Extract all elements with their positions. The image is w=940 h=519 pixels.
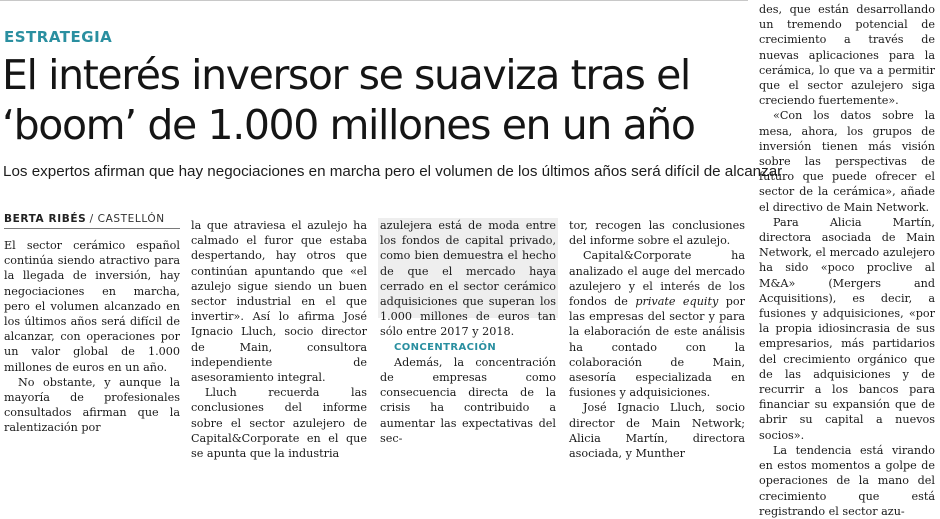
byline-location: / CASTELLÓN: [89, 213, 165, 225]
paragraph: [569, 248, 745, 400]
paragraph: Para Alicia Martín, directora asociada de Main Network, el mercado azulejero ha sido «poco proclive al M&A» (Mergers and Acquisitions), es decir, a fusiones y adquisiciones, «por la propia idiosincrasia de sus empresarios, más partidarios del crecimiento orgánico que de las adquisiciones y de recurrir a los bancos para financiar su expansión que de abrir su capital a nuevos socios».: [759, 215, 935, 442]
paragraph: La tendencia está virando en estos momentos a golpe de operaciones de la mano del crecimiento que está registrando el sector azu-: [759, 443, 935, 518]
paragraph: Además, la concentración de empresas como consecuencia directa de la crisis ha contribuido a aumentar las expectativas del sec-: [380, 355, 556, 445]
article-column-1: [4, 238, 180, 436]
paragraph: «Con los datos sobre la mesa, ahora, los grupos de inversión tienen más visión sobre las perspectivas de futuro que puede ofrecer el sector de la cerámica», añade el directivo de Main Network.: [759, 109, 935, 214]
paragraph: Lluch recuerda las conclusiones del informe sobre el sector azulejero de Capital&Corporate en el que se apunta que la industria: [191, 386, 367, 461]
section-tag: ESTRATEGIA: [4, 28, 113, 46]
byline-author: BERTA RIBÉS: [4, 213, 87, 225]
article-column-2: [191, 218, 367, 461]
subheadline: Los expertos afirman que hay negociaciones en marcha pero el volumen de los últimos años será difícil de alcanzar: [3, 163, 783, 180]
paragraph: des, que están desarrollando un tremendo potencial de crecimiento a través de nuevas aplicaciones para la cerámica, lo que va a permitir que el sector azulejero siga creciendo fuertemente».: [759, 3, 935, 108]
paragraph: azulejera está de moda entre los fondos de capital privado, como bien demuestra el hecho de que el mercado haya cerrado en el sector cerámico adquisiciones que superan los 1.000 millones de euros tan sólo entre 2017 y 2018.: [380, 219, 556, 339]
headline: El interés inversor se suaviza tras el ‘boom’ de 1.000 millones en un año: [2, 51, 695, 149]
paragraph: tor, recogen las conclusiones del informe sobre el azulejo.: [569, 219, 745, 248]
article-column-3: [380, 218, 556, 446]
article-column-5: [759, 2, 935, 519]
paragraph-text: Capital&Corporate ha analizado el auge del mercado azulejero y el interés de los fondos de: [569, 249, 745, 309]
page-header-rule: [0, 0, 748, 5]
byline: [4, 213, 180, 229]
section-subheading: CONCENTRACIÓN: [394, 341, 497, 353]
italic-term: private equity: [635, 295, 719, 309]
paragraph-text: por las empresas del sector y para la elaboración de este análisis ha contado con la colaboración de Main, asesoría especializada en fusiones y adquisiciones.: [569, 295, 745, 400]
paragraph: El sector cerámico español continúa siendo atractivo para la llegada de inversión, hay negociaciones en marcha, pero el volumen alcanzado en los últimos años será difícil de alcanzar, con operaciones por un valor global de 1.000 millones de euros en un año.: [4, 239, 180, 374]
paragraph: José Ignacio Lluch, socio director de Main Network; Alicia Martín, directora asociada, y Munther: [569, 401, 745, 461]
paragraph: la que atraviesa el azulejo ha calmado el furor que estaba despertando, hay otros que continúan apuntando que «el azulejo sigue siendo un buen sector industrial en el que invertir». Así lo afirma José Ignacio Lluch, socio director de Main, consultora independiente de asesoramiento integral.: [191, 219, 367, 385]
article-column-4: [569, 218, 745, 461]
paragraph: No obstante, y aunque la mayoría de profesionales consultados afirman que la ralentización por: [4, 375, 180, 435]
